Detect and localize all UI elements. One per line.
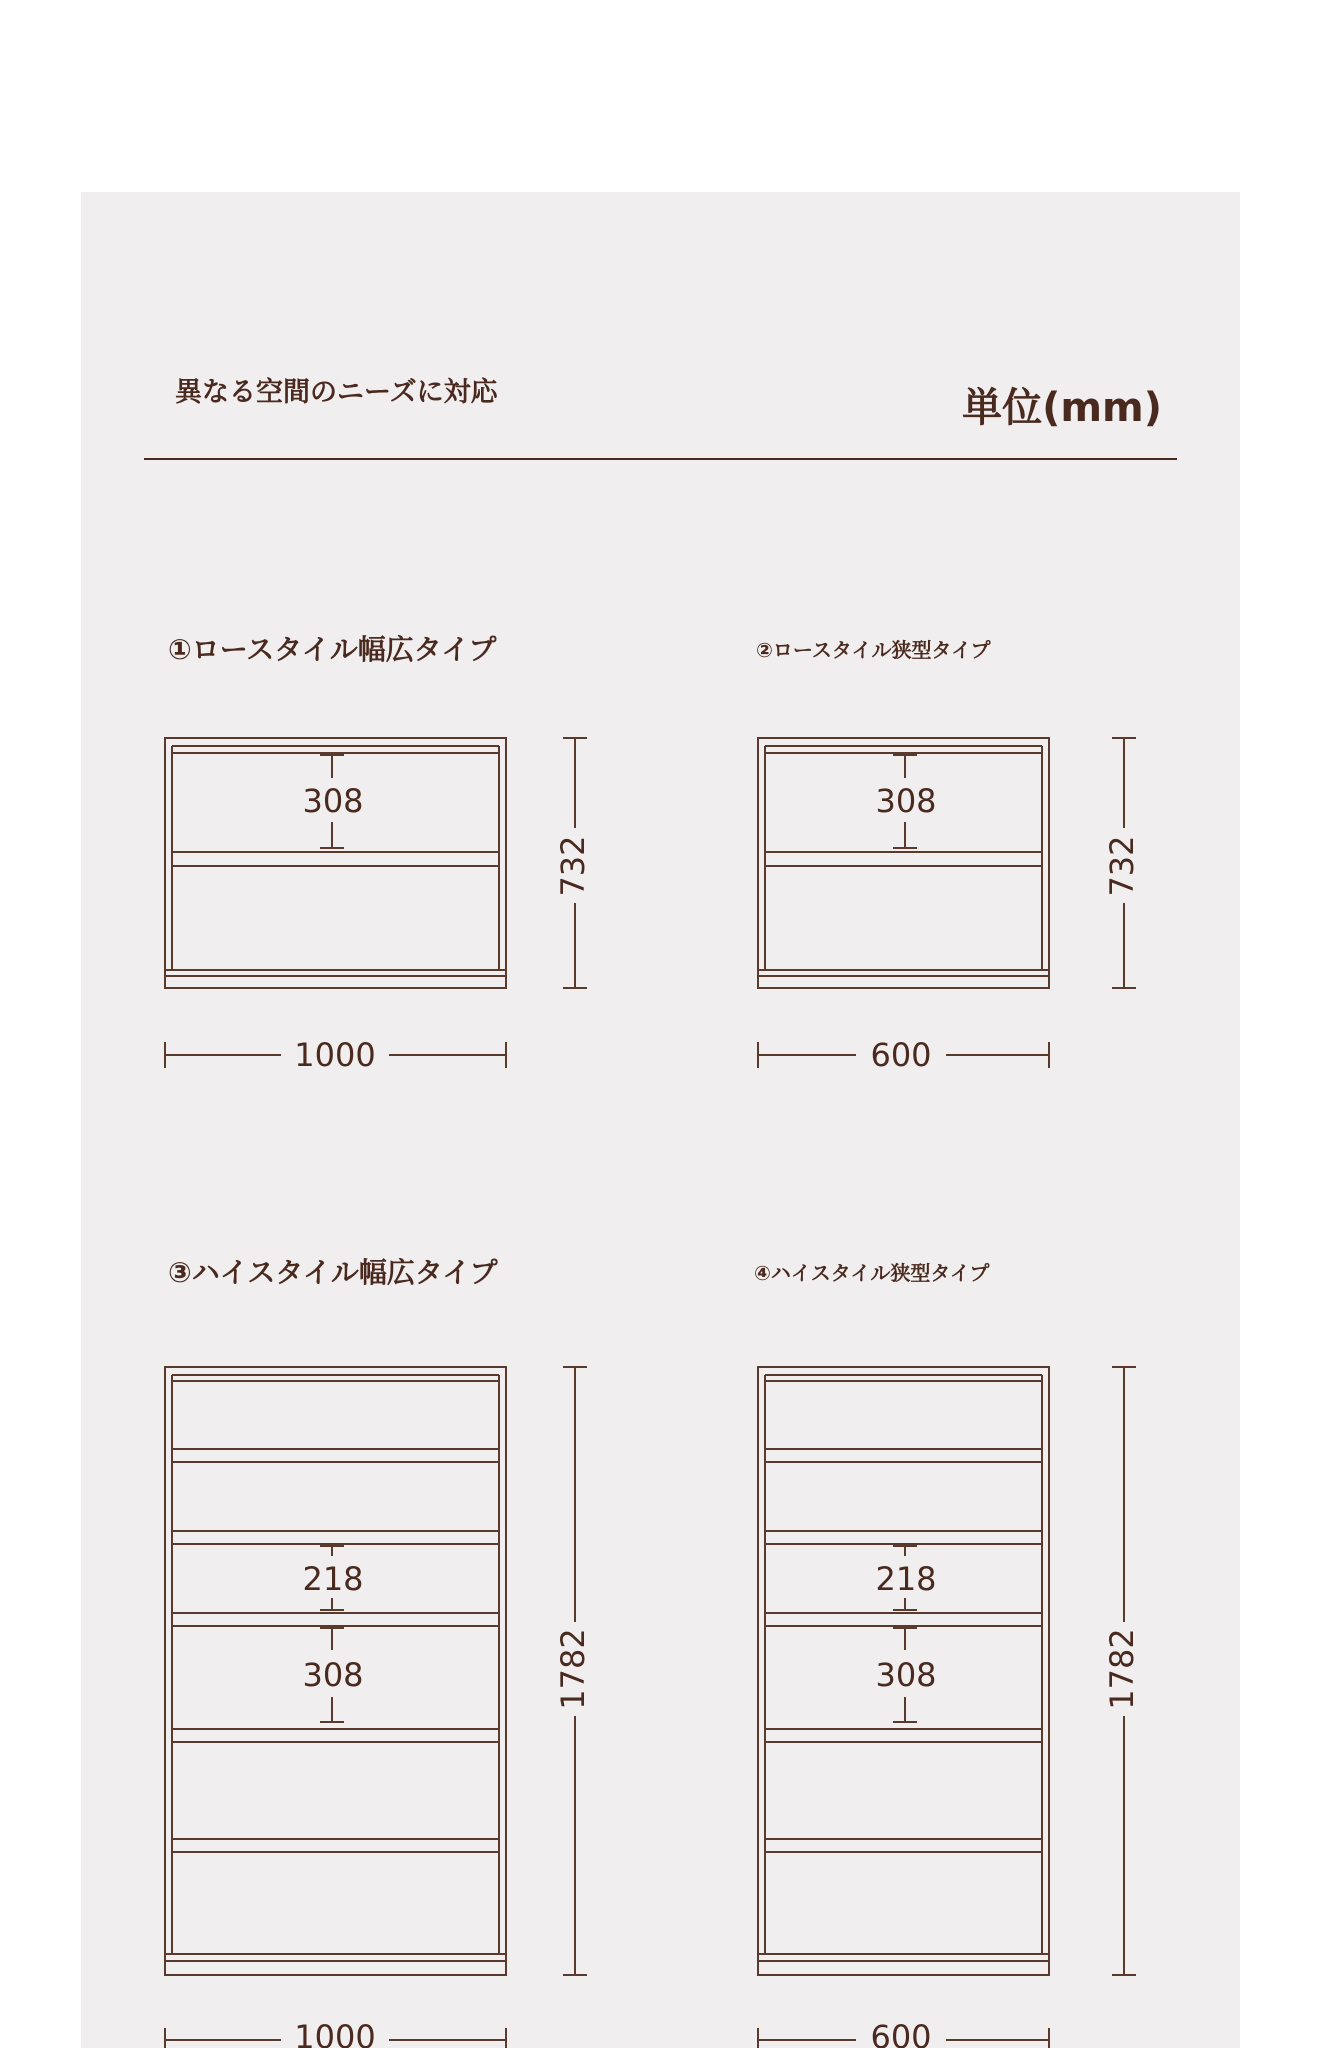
shelf-gap-label: 308 bbox=[302, 782, 364, 820]
height-label: 1782 bbox=[1103, 1628, 1141, 1710]
unit-label: 単位(mm) bbox=[962, 385, 1162, 431]
width-label: 1000 bbox=[294, 2018, 376, 2048]
diagram-high-wide bbox=[165, 1367, 587, 2048]
type-label-high-wide: ③ハイスタイル幅広タイプ bbox=[168, 1256, 498, 1289]
shelf-gap-label: 308 bbox=[875, 1656, 937, 1694]
diagram-low-narrow bbox=[758, 738, 1136, 1068]
shelf-outline bbox=[165, 738, 506, 988]
diagram-high-narrow bbox=[758, 1367, 1136, 2048]
shelf-gap-label: 308 bbox=[875, 782, 937, 820]
height-label: 732 bbox=[1103, 835, 1141, 897]
shelf-gap-label: 308 bbox=[302, 1656, 364, 1694]
width-label: 600 bbox=[870, 2018, 932, 2048]
type-label-low-wide: ①ロースタイル幅広タイプ bbox=[168, 633, 497, 666]
section-heading: 異なる空間のニーズに対応 bbox=[175, 377, 498, 408]
type-label-low-narrow: ②ロースタイル狭型タイプ bbox=[756, 638, 991, 662]
shelf-outline bbox=[758, 738, 1049, 988]
shelf-gap-label: 218 bbox=[875, 1560, 937, 1598]
type-label-high-narrow: ④ハイスタイル狭型タイプ bbox=[754, 1261, 990, 1285]
shelf-gap-label: 218 bbox=[302, 1560, 364, 1598]
width-label: 600 bbox=[870, 1036, 932, 1074]
height-label: 732 bbox=[554, 835, 592, 897]
height-label: 1782 bbox=[554, 1628, 592, 1710]
width-label: 1000 bbox=[294, 1036, 376, 1074]
diagram-low-wide bbox=[165, 738, 587, 1068]
